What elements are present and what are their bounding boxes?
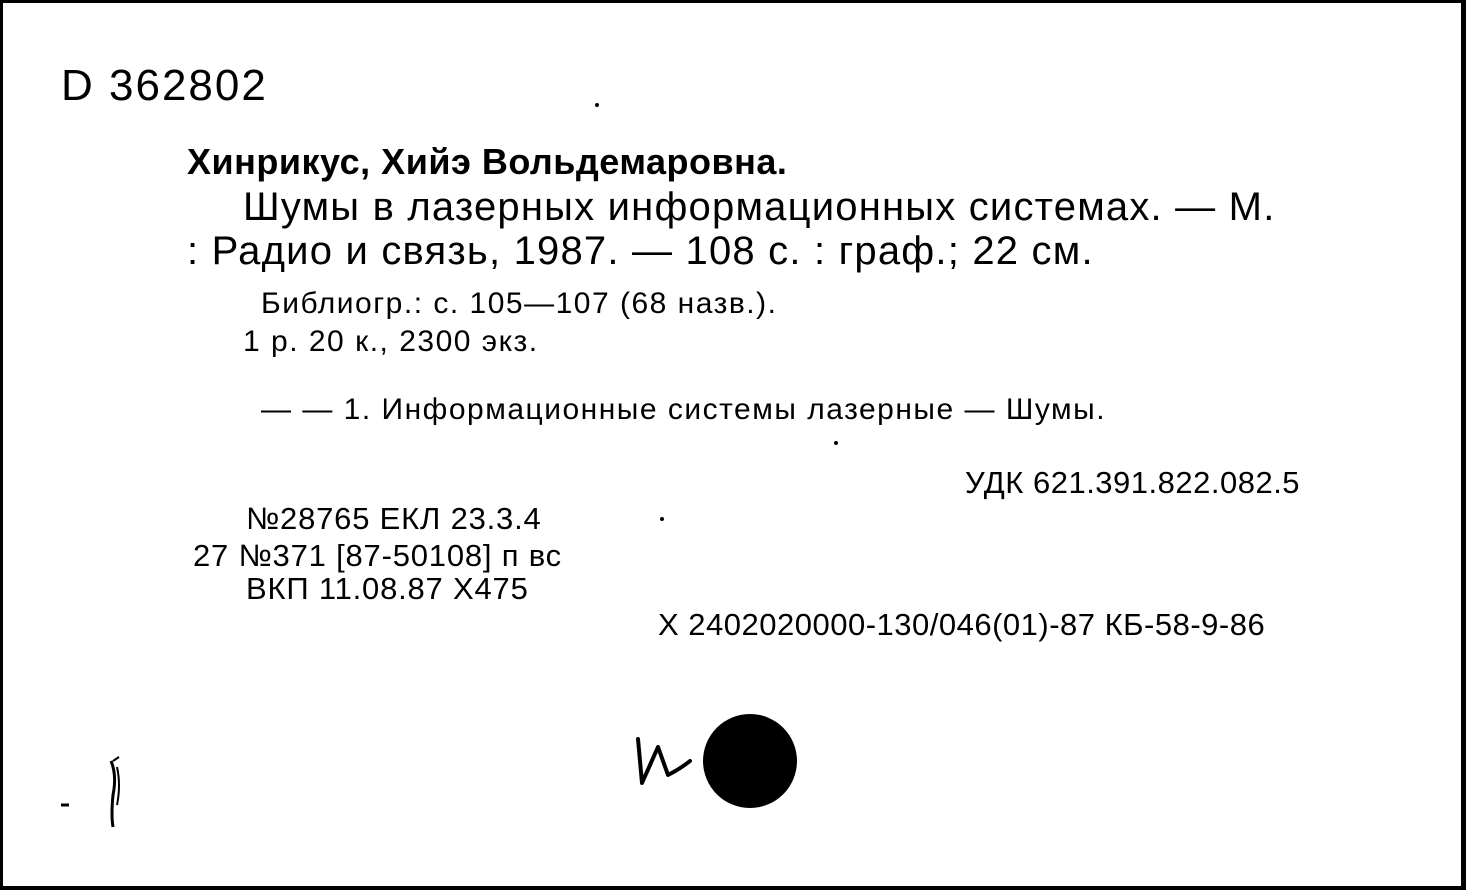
call-number: D 362802 [61,61,268,110]
bibliography-note: Библиогр.: с. 105—107 (68 назв.). [261,287,778,320]
udk-code: УДК 621.391.822.082.5 [965,465,1301,500]
price-note: 1 р. 20 к., 2300 экз. [243,325,539,358]
classification-code: Х 2402020000-130/046(01)-87 КБ-58-9-86 [658,607,1266,642]
author-heading: Хинрикус, Хийэ Вольдемаровна. [187,141,788,182]
speck-mark [660,517,664,521]
subject-heading: — — 1. Информационные системы лазерные — Шумы. [261,393,1107,426]
title-line-2: : Радио и связь, 1987. — 108 с. : граф.; 22 см. [187,229,1094,273]
handwritten-mark [628,731,698,791]
registry-line-2: 27 №371 [87-50108] п вс [193,538,562,573]
registry-line-1: №28765 ЕКЛ 23.3.4 [246,501,542,536]
edge-mark [61,755,141,835]
speck-mark [834,441,838,445]
title-line-1: Шумы в лазерных информационных системах. — М. [243,185,1276,229]
speck-mark [595,103,599,107]
registry-line-3: ВКП 11.08.87 Х475 [246,571,529,606]
punch-hole [703,714,797,808]
